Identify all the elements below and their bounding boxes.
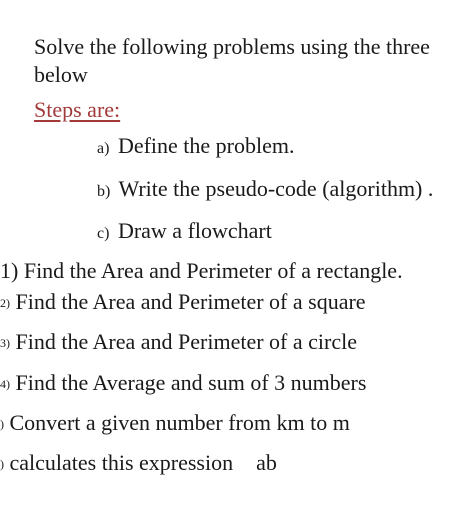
step-marker: c) xyxy=(97,225,110,242)
step-item xyxy=(97,176,433,205)
problem-item xyxy=(0,329,357,356)
step-text: Define the problem. xyxy=(117,133,295,158)
problem-number: 2) xyxy=(0,296,10,310)
expression-variable: ab xyxy=(256,450,277,475)
problem-text: Find the Area and Perimeter of a circle xyxy=(15,329,357,354)
step-item xyxy=(97,218,272,247)
problem-number: 1) xyxy=(0,258,19,283)
problem-number: ) xyxy=(0,417,4,431)
step-marker: a) xyxy=(97,140,110,157)
problem-item xyxy=(0,370,366,397)
steps-heading: Steps are: xyxy=(34,97,121,122)
problem-text: Find the Area and Perimeter of a rectangle. xyxy=(23,258,403,283)
step-text: Draw a flowchart xyxy=(117,218,272,243)
problem-item xyxy=(0,289,366,316)
step-text: Write the pseudo-code (algorithm) . xyxy=(118,176,434,201)
problem-number: ) xyxy=(0,457,4,471)
intro-text-line-1: Solve the following problems using the three xyxy=(34,34,430,59)
problem-text: Find the Area and Perimeter of a square xyxy=(15,289,366,314)
problem-text: calculates this expression xyxy=(9,450,234,475)
problem-text: Convert a given number from km to m xyxy=(9,410,350,435)
problem-text: Find the Average and sum of 3 numbers xyxy=(15,370,367,395)
problem-item xyxy=(0,410,350,437)
step-item xyxy=(97,133,295,162)
intro-text-line-2: below xyxy=(34,62,88,87)
problem-number: 4) xyxy=(0,377,10,391)
problem-item xyxy=(0,450,277,477)
problem-item xyxy=(0,258,403,284)
problem-number: 3) xyxy=(0,336,10,350)
step-marker: b) xyxy=(97,183,111,200)
